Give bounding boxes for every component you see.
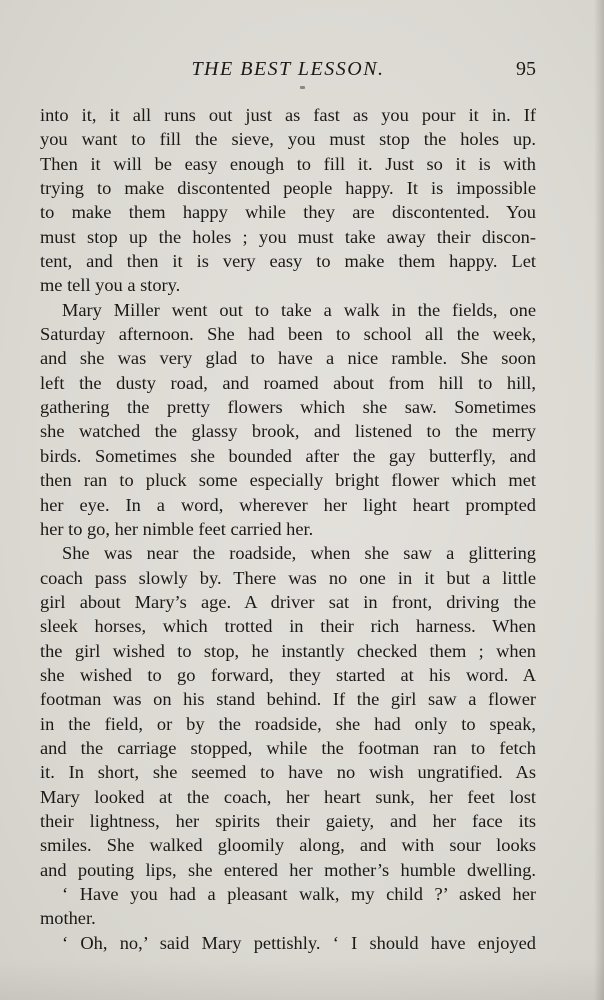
- text-line: you want to fill the sieve, you must stop the holes up.: [40, 129, 536, 150]
- text-line: coach pass slowly by. There was no one in it but a little: [40, 567, 536, 588]
- text-line: her eye. In a word, wherever her light heart prompted: [40, 494, 536, 515]
- text-line: she watched the glassy brook, and listened to the merry: [40, 421, 536, 442]
- page-number: 95: [516, 58, 536, 80]
- page-bottom-shading: [0, 960, 604, 1000]
- text-line: it. In short, she seemed to have no wish ungratified. As: [40, 762, 536, 783]
- text-line: the girl wished to stop, he instantly checked them ; when: [40, 640, 536, 661]
- ink-speck: [300, 86, 305, 89]
- text-line: trying to make discontented people happy. It is impossible: [40, 178, 536, 199]
- text-line: Saturday afternoon. She had been to school all the week,: [40, 324, 536, 345]
- text-line: into it, it all runs out just as fast as you pour it in. If: [40, 105, 536, 125]
- body-text: [40, 103, 536, 955]
- text-line: and the carriage stopped, while the footman ran to fetch: [40, 737, 536, 758]
- text-line: girl about Mary’s age. A driver sat in front, driving the: [40, 591, 536, 612]
- text-line: then ran to pluck some especially bright flower which met: [40, 470, 536, 491]
- text-line: Mary Miller went out to take a walk in the fields, one: [62, 299, 536, 320]
- text-line: ‘ Have you had a pleasant walk, my child ?’ asked her: [62, 884, 536, 904]
- text-line: birds. Sometimes she bounded after the gay butterfly, and: [40, 445, 536, 466]
- text-line: her to go, her nimble feet carried her.: [40, 518, 314, 539]
- page-edge-shading: [594, 0, 604, 1000]
- text-line: footman was on his stand behind. If the girl saw a flower: [40, 689, 536, 710]
- text-line: smiles. She walked gloomily along, and with sour looks: [40, 835, 536, 856]
- text-line: to make them happy while they are discontented. You: [40, 202, 536, 223]
- running-title: THE BEST LESSON.: [191, 58, 385, 80]
- text-line: Then it will be easy enough to fill it. Just so it is with: [40, 153, 536, 174]
- text-line: in the field, or by the roadside, she had only to speak,: [40, 713, 536, 734]
- page-header: [40, 58, 536, 86]
- text-line: and pouting lips, she entered her mother’s humble dwelling.: [40, 859, 536, 880]
- text-line: She was near the roadside, when she saw a glittering: [62, 543, 536, 564]
- text-line: she wished to go forward, they started at his word. A: [40, 664, 536, 685]
- text-line: tent, and then it is very easy to make them happy. Let: [40, 251, 536, 272]
- text-line: Mary looked at the coach, her heart sunk, her feet lost: [40, 786, 536, 807]
- text-line: their lightness, her spirits their gaiety, and her face its: [40, 810, 536, 831]
- text-line: mother.: [40, 908, 96, 929]
- text-line: sleek horses, which trotted in their rich harness. When: [40, 616, 536, 637]
- text-line: me tell you a story.: [40, 275, 181, 296]
- text-line: ‘ Oh, no,’ said Mary pettishly. ‘ I should have enjoyed: [62, 932, 536, 953]
- text-line: must stop up the holes ; you must take away their discon-: [40, 226, 536, 247]
- text-line: and she was very glad to have a nice ramble. She soon: [40, 348, 536, 369]
- text-line: left the dusty road, and roamed about from hill to hill,: [40, 372, 536, 393]
- text-line: gathering the pretty flowers which she saw. Sometimes: [40, 397, 536, 418]
